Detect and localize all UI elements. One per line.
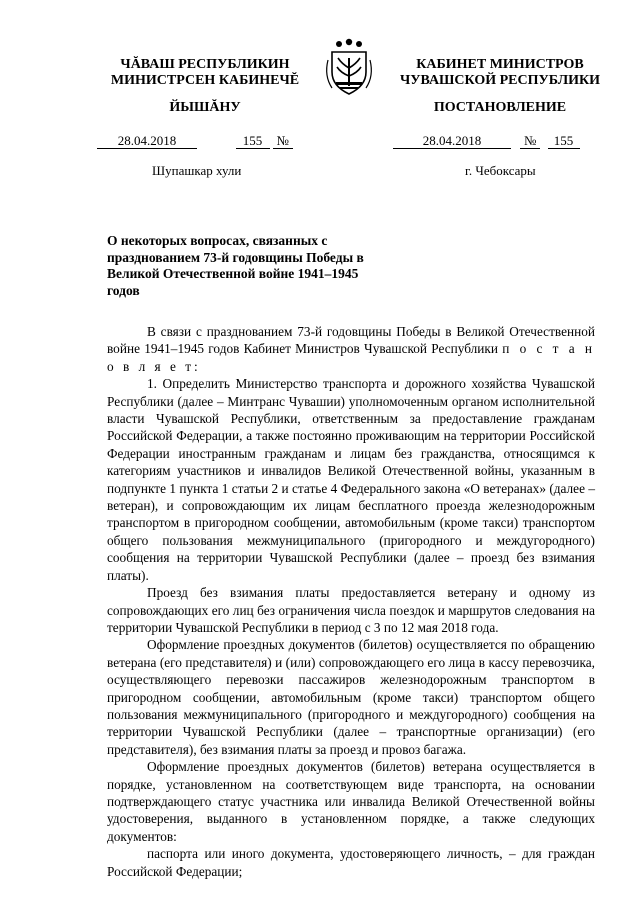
place-chuvash: Шупашкар хули [152, 163, 242, 178]
paragraph-5: паспорта или иного документа, удостоверяющего личность, – для граждан Российской Федерации; [107, 846, 595, 879]
date-number-left [97, 133, 293, 149]
coat-of-arms-icon [320, 38, 378, 98]
number-right: 155 [548, 134, 580, 149]
date-left: 28.04.2018 [97, 134, 197, 149]
paragraph-4: Оформление проездных документов (билетов) ветерана осуществляется в порядке, установленном на соответствующем виде транспорта, на основании подтверждающего статус участника или инвалида Великой Отечественной войны удостоверения, выданного в установленном порядке, а также следующих документов: [107, 759, 595, 844]
number-sign-right: № [520, 134, 540, 149]
preamble-text: В связи с празднованием 73-й годовщины Победы в Великой Отечественной войне 1941–1945 годов Кабинет Министров Чувашской Республики [107, 324, 595, 357]
header-right-line1: КАБИНЕТ МИНИСТРОВ [416, 57, 584, 72]
doc-type-chuvash: ЙЫШĂНУ [169, 100, 241, 115]
header-left-line2: МИНИСТРСЕН КАБИНЕЧĔ [110, 73, 300, 88]
date-right: 28.04.2018 [393, 134, 511, 149]
paragraph-preamble [107, 323, 595, 375]
date-number-right [393, 133, 580, 149]
paragraph-3: Оформление проездных документов (билетов) осуществляется по обращению ветерана (его представителя) и (или) сопровождающего его лица в кассу перевозчика, осуществляющего перевозки пассажиров железнодорожным транспортом в пригородном сообщении, автомобильным (кроме такси) транспортом общего пользования межмуниципального (пригородного и междугородного) сообщения на территории Чувашской Республики (далее – транспортные организации) (его представителя), без взимания платы за проезд и провоз багажа. [107, 637, 595, 757]
resolves-word: п о с т а н о в л я е т: [107, 341, 595, 374]
header-right-russian [393, 57, 607, 89]
header-left-line1: ЧĂВАШ РЕСПУБЛИКИН [120, 57, 290, 72]
header-left-chuvash [96, 57, 314, 89]
number-sign-left: № [273, 134, 293, 149]
paragraph-2: Проезд без взимания платы предоставляется ветерану и одному из сопровождающих его лиц без ограничения числа поездок и маршрутов следования на территории Чувашской Республики в период с 3 по 12 мая 2018 года. [107, 585, 595, 635]
document-body [107, 323, 595, 880]
number-left: 155 [236, 134, 270, 149]
header-right-line2: ЧУВАШСКОЙ РЕСПУБЛИКИ [399, 73, 601, 88]
paragraph-1: 1. Определить Министерство транспорта и дорожного хозяйства Чувашской Республики (далее – Минтранс Чувашии) уполномоченным органом исполнительной власти Чувашской Республики, ответственным за предоставление гражданам Российской Федерации, а также постоянно проживающим на территории Российской Федерации иностранным гражданам и лицам без гражданства, относящимся к категориям участников и инвалидов Великой Отечественной войны, указанным в подпункте 1 пункта 1 статьи 2 и статье 4 Федерального закона «О ветеранах» (далее – ветеран), и сопровождающим их лицам бесплатного проезда железнодорожным транспортом в пригородном сообщении, автомобильным (кроме такси) транспортом общего пользования межмуниципального (пригородного и междугородного) сообщения на территории Чувашской Республики (далее – проезд без взимания платы). [107, 376, 595, 583]
document-title: О некоторых вопросах, связанных с празднованием 73-й годовщины Победы в Великой Отечественной войне 1941–1945 годов [107, 233, 364, 298]
place-russian: г. Чебоксары [465, 163, 536, 178]
doc-type-russian: ПОСТАНОВЛЕНИЕ [433, 100, 567, 115]
